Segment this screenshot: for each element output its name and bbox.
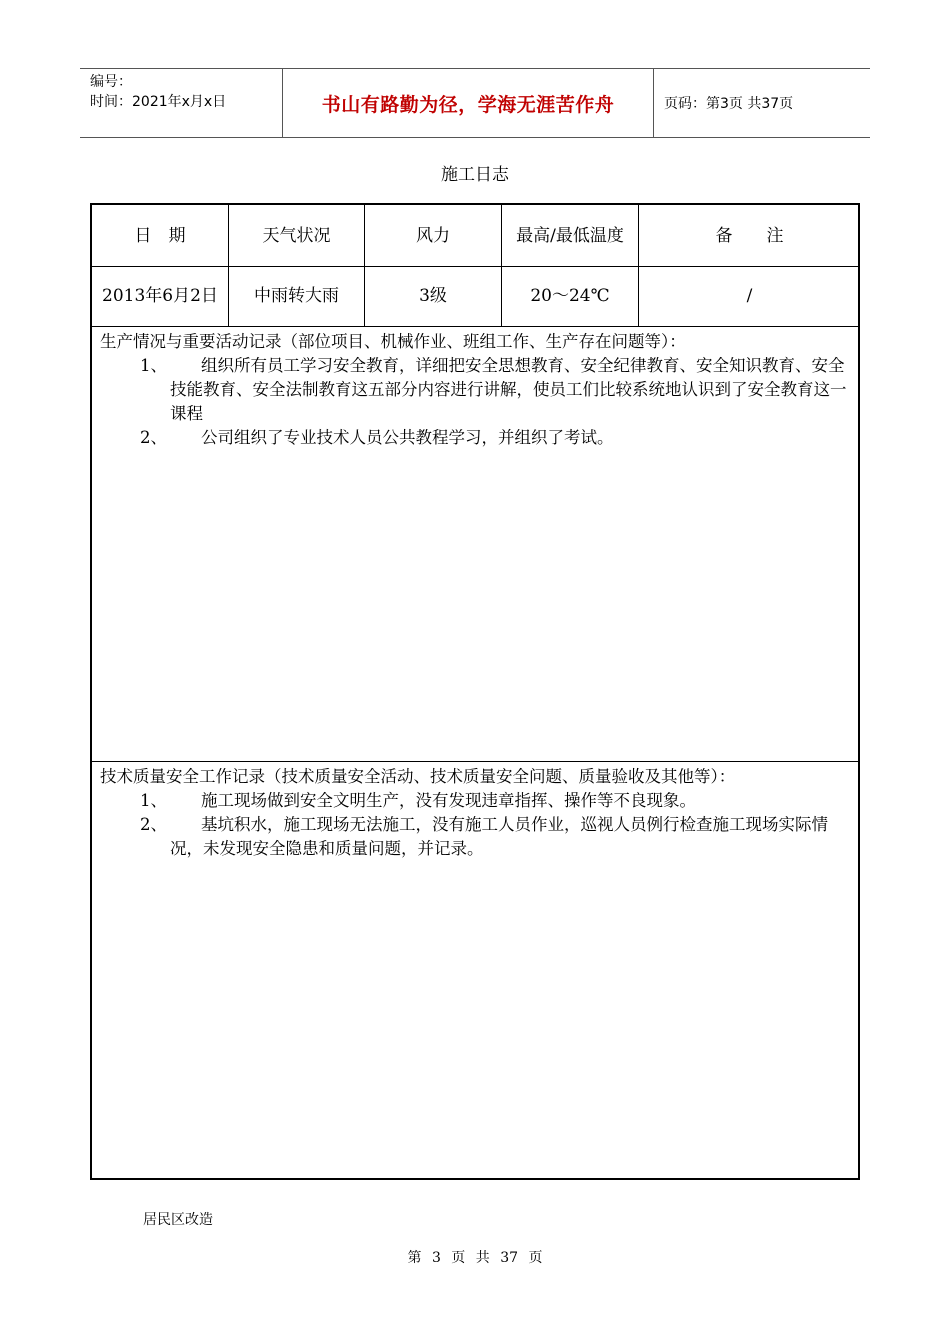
footer-page-number: 第 3 页 共 37 页 xyxy=(407,1250,543,1266)
production-record-section xyxy=(92,327,858,762)
item-text: 施工现场做到安全文明生产，没有发现违章指挥、操作等不良现象。 xyxy=(201,791,696,810)
cell-date: 2013年6月2日 xyxy=(92,266,229,326)
header-motto: 书山有路勤为径，学海无涯苦作舟 xyxy=(321,93,615,116)
construction-log-table xyxy=(90,203,860,1180)
quality-safety-section xyxy=(92,762,858,1178)
header-page-code: 页码：第3页 共37页 xyxy=(664,96,794,112)
header-remarks: 备 注 xyxy=(715,225,784,246)
quality-safety-heading: 技术质量安全工作记录（技术质量安全活动、技术质量安全问题、质量验收及其他等）： xyxy=(100,767,736,786)
item-text: 组织所有员工学习安全教育，详细把安全思想教育、安全纪律教育、安全知识教育、安全技能教育、安全法制教育这五部分内容进行讲解，使员工们比较系统地认识到了安全教育这一课程 xyxy=(170,356,847,423)
cell-weather: 中雨转大雨 xyxy=(229,266,365,326)
header-wind: 风力 xyxy=(365,205,502,266)
header-motto-cell xyxy=(283,69,654,137)
item-text: 基坑积水，施工现场无法施工，没有施工人员作业，巡视人员例行检查施工现场实际情况，未发现安全隐患和质量问题，并记录。 xyxy=(170,815,828,858)
item-text: 公司组织了专业技术人员公共教程学习，并组织了考试。 xyxy=(201,428,614,447)
document-number-label: 编号： xyxy=(90,74,132,90)
item-number: 2、 xyxy=(140,815,167,834)
header-date: 日 期 xyxy=(92,205,229,266)
page-header xyxy=(80,68,870,138)
item-number: 1、 xyxy=(140,356,167,375)
header-temperature: 最高/最低温度 xyxy=(502,205,639,266)
header-weather: 天气状况 xyxy=(229,205,365,266)
header-info-cell xyxy=(80,69,283,137)
header-page-cell xyxy=(654,69,870,137)
document-time-label: 时间：2021年x月x日 xyxy=(90,94,227,110)
production-record-heading: 生产情况与重要活动记录（部位项目、机械作业、班组工作、生产存在问题等）： xyxy=(100,332,686,351)
cell-wind: 3级 xyxy=(365,266,502,326)
footer-project-name: 居民区改造 xyxy=(143,1212,213,1228)
document-title: 施工日志 xyxy=(441,165,509,185)
item-number: 1、 xyxy=(140,791,167,810)
cell-remarks: / xyxy=(746,286,753,306)
table-header-row xyxy=(92,205,858,267)
item-number: 2、 xyxy=(140,428,167,447)
table-data-row xyxy=(92,266,858,327)
cell-temperature: 20～24℃ xyxy=(502,266,639,326)
